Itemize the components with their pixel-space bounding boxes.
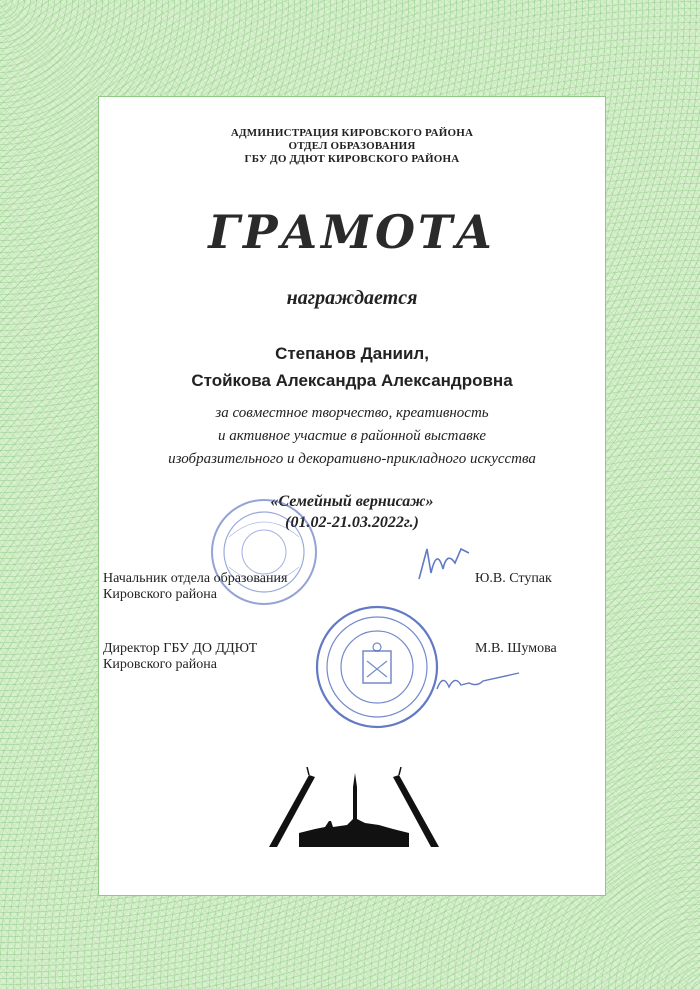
recipient-name: Стойкова Александра Александровна — [191, 371, 513, 390]
signatory-position-line: Начальник отдела образования — [103, 571, 288, 586]
recipient-name: Степанов Даниил, — [275, 344, 429, 363]
award-reason — [99, 402, 605, 471]
signatory-position-line: Директор ГБУ ДО ДДЮТ — [103, 641, 258, 656]
recipients — [99, 340, 605, 394]
signatory-name: Ю.В. Ступак — [475, 571, 552, 586]
reason-line: изобразительного и декоративно-прикладного искусства — [168, 451, 536, 467]
signatory-name: М.В. Шумова — [475, 641, 557, 656]
header-line-institution: ГБУ ДО ДДЮТ КИРОВСКОГО РАЙОНА — [244, 153, 460, 165]
certificate-inner-panel — [98, 96, 606, 896]
header-line-department: ОТДЕЛ ОБРАЗОВАНИЯ — [288, 140, 416, 152]
certificate-subtitle: награждается — [286, 287, 418, 309]
exhibition-name: «Семейный вернисаж» — [270, 493, 434, 510]
reason-line: за совместное творчество, креативность — [215, 405, 489, 421]
signatory-position — [103, 641, 383, 673]
signature-mark-icon — [415, 543, 475, 585]
signatory-position-line: Кировского района — [103, 657, 217, 672]
signatory-position — [103, 571, 383, 603]
exhibition-info — [99, 491, 605, 533]
signatory-position-line: Кировского района — [103, 587, 217, 602]
certificate-title: ГРАМОТА — [208, 205, 496, 259]
exhibition-dates: (01.02-21.03.2022г.) — [285, 514, 419, 531]
issuer-header — [99, 127, 605, 166]
drawbridge-silhouette-icon — [269, 767, 439, 857]
header-line-administration: АДМИНИСТРАЦИЯ КИРОВСКОГО РАЙОНА — [230, 127, 474, 139]
signature-mark-icon — [433, 669, 523, 695]
reason-line: и активное участие в районной выставке — [217, 428, 487, 444]
